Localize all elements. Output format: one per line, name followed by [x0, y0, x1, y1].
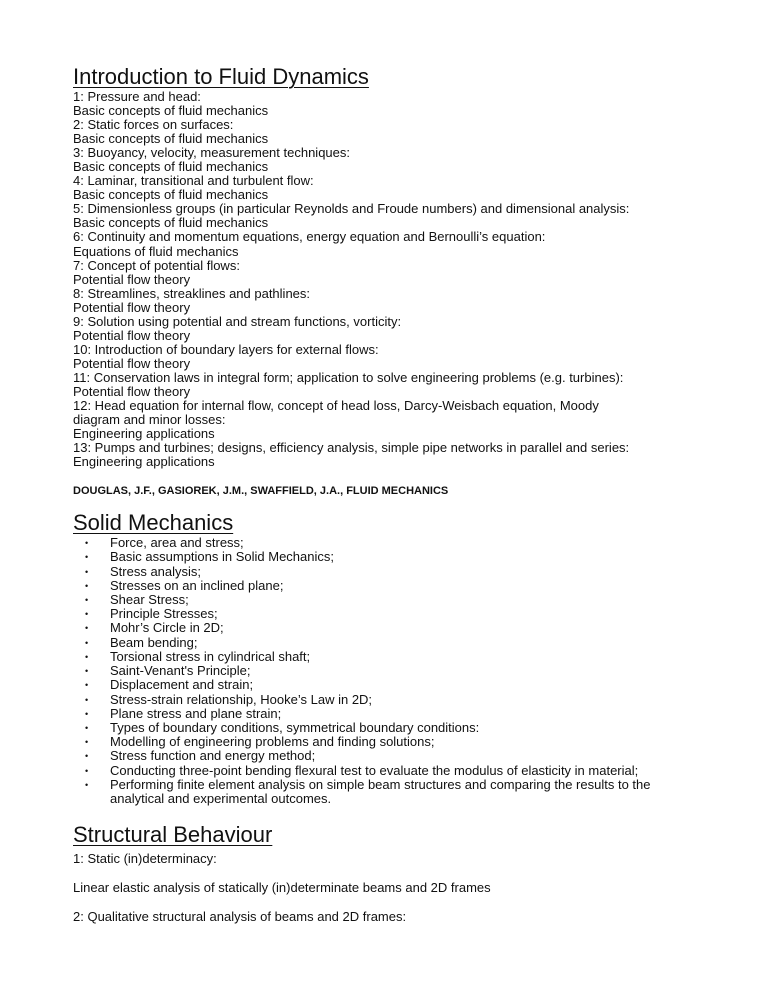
- topic-line: 10: Introduction of boundary layers for external flows:: [73, 341, 379, 357]
- bullet-icon: •: [85, 637, 89, 648]
- topic-line: 3: Buoyancy, velocity, measurement techniques:: [73, 145, 350, 161]
- topic-line: Basic concepts of fluid mechanics: [73, 159, 269, 175]
- bullet-icon: •: [85, 737, 89, 748]
- list-item-text: Mohr’s Circle in 2D;: [110, 620, 224, 636]
- bullet-icon: •: [85, 566, 89, 577]
- topic-line: diagram and minor losses:: [73, 412, 226, 428]
- bullet-icon: •: [85, 538, 89, 549]
- topic-line: 13: Pumps and turbines; designs, efficiency analysis, simple pipe networks in parallel and series:: [73, 440, 630, 456]
- list-item: [73, 593, 690, 607]
- section-structural-behaviour: [73, 822, 768, 924]
- list-item-text: Stress-strain relationship, Hooke’s Law in 2D;: [110, 691, 373, 707]
- list-item: [73, 621, 690, 635]
- topic-line: Engineering applications: [73, 426, 215, 442]
- section-title: Introduction to Fluid Dynamics: [73, 64, 369, 89]
- topic-line: 11: Conservation laws in integral form; application to solve engineering problems (e.g. turbines):: [73, 369, 624, 385]
- topic-line: 6: Continuity and momentum equations, energy equation and Bernoulli’s equation:: [73, 229, 546, 245]
- list-item-text: Performing finite element analysis on simple beam structures and comparing the results to the analytical and experimental outcomes.: [110, 776, 651, 806]
- list-item: [73, 636, 690, 650]
- topic-line: Basic concepts of fluid mechanics: [73, 187, 269, 203]
- list-item: [73, 693, 690, 707]
- list-item: [73, 579, 690, 593]
- paragraph: 2: Qualitative structural analysis of beams and 2D frames:: [73, 909, 407, 925]
- bullet-icon: •: [85, 694, 89, 705]
- list-item-text: Conducting three-point bending flexural test to evaluate the modulus of elasticity in material;: [110, 762, 639, 778]
- list-item: [73, 749, 690, 763]
- list-item: [73, 607, 690, 621]
- list-item-text: Types of boundary conditions, symmetrical boundary conditions:: [110, 719, 480, 735]
- topic-line: 8: Streamlines, streaklines and pathlines:: [73, 285, 311, 301]
- topic-line: 5: Dimensionless groups (in particular Reynolds and Froude numbers) and dimensional analysis:: [73, 201, 630, 217]
- list-item: [73, 536, 690, 550]
- bullet-icon: •: [85, 580, 89, 591]
- paragraph: Linear elastic analysis of statically (in)determinate beams and 2D frames: [73, 880, 491, 896]
- topic-line: 12: Head equation for internal flow, concept of head loss, Darcy-Weisbach equation, Moody: [73, 398, 599, 414]
- list-item-text: Shear Stress;: [110, 592, 189, 608]
- list-item: [73, 721, 690, 735]
- list-item-text: Displacement and strain;: [110, 677, 254, 693]
- bullet-icon: •: [85, 779, 89, 790]
- list-item: [73, 735, 690, 749]
- list-item: [73, 707, 690, 721]
- list-item-text: Beam bending;: [110, 634, 198, 650]
- section-solid-mechanics: [73, 510, 768, 806]
- list-item: [73, 550, 690, 564]
- list-item: [73, 678, 690, 692]
- list-item-text: Saint-Venant's Principle;: [110, 663, 251, 679]
- topic-line: 9: Solution using potential and stream functions, vorticity:: [73, 313, 402, 329]
- list-item-text: Basic assumptions in Solid Mechanics;: [110, 549, 334, 565]
- topic-line: Potential flow theory: [73, 299, 191, 315]
- topic-line: Engineering applications: [73, 454, 215, 470]
- topic-line: Potential flow theory: [73, 327, 191, 343]
- bullet-icon: •: [85, 751, 89, 762]
- structural-topic-list: [73, 851, 768, 924]
- topic-line: Potential flow theory: [73, 271, 191, 287]
- topic-line: 7: Concept of potential flows:: [73, 257, 240, 273]
- reference-citation: DOUGLAS, J.F., GASIOREK, J.M., SWAFFIELD, J.A., FLUID MECHANICS: [73, 485, 449, 498]
- list-item-text: Modelling of engineering problems and finding solutions;: [110, 734, 435, 750]
- list-item: [73, 764, 690, 778]
- list-item-text: Principle Stresses;: [110, 606, 218, 622]
- list-item: [73, 565, 690, 579]
- paragraph: 1: Static (in)determinacy:: [73, 851, 217, 867]
- list-item-text: Plane stress and plane strain;: [110, 705, 282, 721]
- topic-line: Equations of fluid mechanics: [73, 243, 239, 259]
- topic-line: Potential flow theory: [73, 383, 191, 399]
- bullet-icon: •: [85, 552, 89, 563]
- topic-line: 2: Static forces on surfaces:: [73, 117, 234, 133]
- bullet-icon: •: [85, 722, 89, 733]
- section-title: Solid Mechanics: [73, 510, 234, 536]
- section-fluid-dynamics: [73, 64, 768, 498]
- list-item: [73, 778, 690, 806]
- bullet-icon: •: [85, 609, 89, 620]
- bullet-icon: •: [85, 651, 89, 662]
- bullet-icon: •: [85, 680, 89, 691]
- fluid-topic-list: [73, 90, 768, 469]
- list-item: [73, 650, 690, 664]
- list-item-text: Torsional stress in cylindrical shaft;: [110, 648, 311, 664]
- bullet-icon: •: [85, 623, 89, 634]
- list-item-text: Stress function and energy method;: [110, 748, 316, 764]
- topic-line: Basic concepts of fluid mechanics: [73, 103, 269, 119]
- bullet-icon: •: [85, 595, 89, 606]
- section-title: Structural Behaviour: [73, 822, 273, 848]
- list-item-text: Stresses on an inclined plane;: [110, 577, 284, 593]
- topic-line: 4: Laminar, transitional and turbulent flow:: [73, 173, 314, 189]
- bullet-icon: •: [85, 708, 89, 719]
- topic-line: Basic concepts of fluid mechanics: [73, 215, 269, 231]
- list-item-text: Force, area and stress;: [110, 535, 244, 551]
- list-item-text: Stress analysis;: [110, 563, 202, 579]
- list-item: [73, 664, 690, 678]
- solid-topic-list: [73, 536, 768, 806]
- topic-line: Potential flow theory: [73, 355, 191, 371]
- bullet-icon: •: [85, 666, 89, 677]
- topic-line: 1: Pressure and head:: [73, 89, 201, 104]
- topic-line: Basic concepts of fluid mechanics: [73, 131, 269, 147]
- bullet-icon: •: [85, 765, 89, 776]
